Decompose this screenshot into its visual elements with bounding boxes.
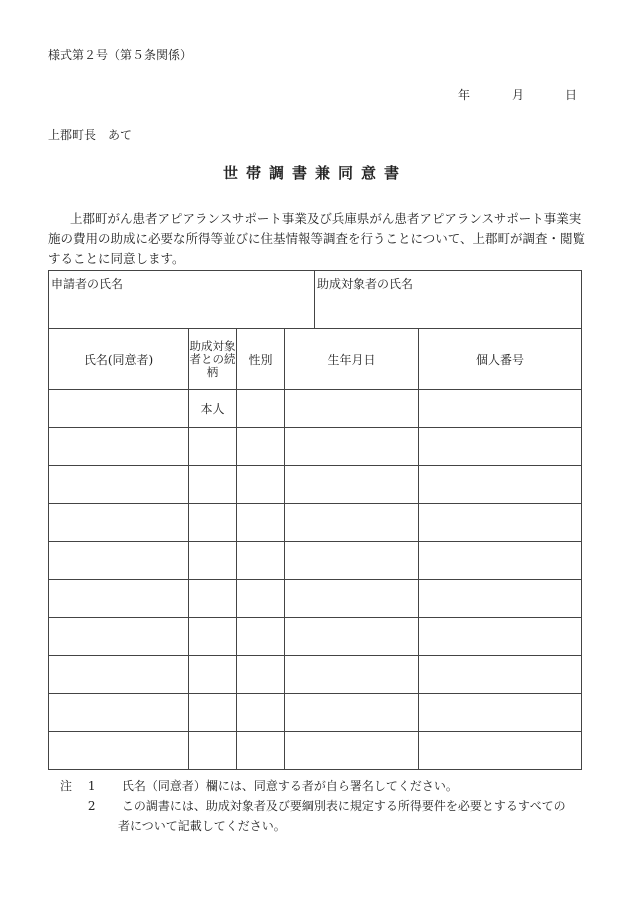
note-number: 2 — [87, 799, 96, 813]
personal-number-cell[interactable] — [419, 466, 582, 504]
name-cell[interactable] — [49, 618, 189, 656]
table-row — [49, 428, 582, 466]
name-cell[interactable] — [49, 694, 189, 732]
name-cell[interactable] — [49, 656, 189, 694]
name-cell[interactable] — [49, 580, 189, 618]
name-cell[interactable] — [49, 466, 189, 504]
birthdate-cell[interactable] — [285, 656, 419, 694]
note-number: 1 — [87, 779, 96, 793]
table-row — [49, 580, 582, 618]
form-number: 様式第２号（第５条関係） — [48, 48, 193, 62]
table-row — [49, 466, 582, 504]
birthdate-cell[interactable] — [285, 618, 419, 656]
relation-cell[interactable] — [189, 656, 237, 694]
header-relation: 助成対象者との続柄 — [189, 329, 237, 390]
note-item — [62, 796, 602, 816]
relation-cell[interactable] — [189, 618, 237, 656]
gender-cell[interactable] — [237, 466, 285, 504]
gender-cell[interactable] — [237, 656, 285, 694]
table-row — [49, 542, 582, 580]
relation-cell[interactable] — [189, 694, 237, 732]
birthdate-cell[interactable] — [285, 428, 419, 466]
gender-cell[interactable] — [237, 542, 285, 580]
gender-cell[interactable] — [237, 390, 285, 428]
personal-number-cell[interactable] — [419, 580, 582, 618]
gender-cell[interactable] — [237, 618, 285, 656]
gender-cell[interactable] — [237, 732, 285, 770]
birthdate-cell[interactable] — [285, 694, 419, 732]
birthdate-cell[interactable] — [285, 504, 419, 542]
relation-cell[interactable] — [189, 732, 237, 770]
personal-number-cell[interactable] — [419, 504, 582, 542]
relation-cell[interactable] — [189, 466, 237, 504]
name-cell[interactable] — [49, 428, 189, 466]
birthdate-cell[interactable] — [285, 542, 419, 580]
relation-cell: 本人 — [189, 390, 237, 428]
note-text: この調書には、助成対象者及び要綱別表に規定する所得要件を必要とするすべての — [121, 799, 566, 813]
gender-cell[interactable] — [237, 694, 285, 732]
subject-name-field[interactable] — [315, 271, 582, 329]
personal-number-cell[interactable] — [419, 732, 582, 770]
gender-cell[interactable] — [237, 428, 285, 466]
document-title: 世帯調書兼同意書 — [222, 164, 407, 182]
date-year-label: 年 — [458, 88, 471, 102]
notes-label: 注 — [60, 779, 73, 793]
header-birthdate: 生年月日 — [285, 329, 419, 390]
table-row — [49, 694, 582, 732]
subject-name-label: 助成対象者の氏名 — [317, 277, 414, 291]
note-continuation: 者について記載してください。 — [118, 819, 286, 833]
name-cell[interactable] — [49, 732, 189, 770]
note-item — [62, 776, 602, 796]
personal-number-cell[interactable] — [419, 656, 582, 694]
date-day-label: 日 — [565, 88, 578, 102]
personal-number-cell[interactable] — [419, 390, 582, 428]
relation-cell[interactable] — [189, 542, 237, 580]
header-gender: 性別 — [237, 329, 285, 390]
consent-statement: 上郡町がん患者アピアランスサポート事業及び兵庫県がん患者アピアランスサポート事業実施の費用の助成に必要な所得等並びに住基情報等調査を行うことについて、上郡町が調査・閲覧することに同意します。 — [48, 211, 586, 266]
personal-number-cell[interactable] — [419, 542, 582, 580]
name-cell[interactable] — [49, 504, 189, 542]
date-month-label: 月 — [512, 88, 525, 102]
birthdate-cell[interactable] — [285, 580, 419, 618]
applicant-name-field[interactable] — [49, 271, 315, 329]
birthdate-cell[interactable] — [285, 390, 419, 428]
table-row — [49, 504, 582, 542]
header-name: 氏名(同意者) — [49, 329, 189, 390]
relation-cell[interactable] — [189, 580, 237, 618]
table-row — [49, 732, 582, 770]
relation-cell[interactable] — [189, 504, 237, 542]
addressee: 上郡町長 あて — [48, 128, 133, 142]
household-table — [48, 270, 582, 770]
gender-cell[interactable] — [237, 580, 285, 618]
table-row — [49, 618, 582, 656]
relation-cell[interactable] — [189, 428, 237, 466]
personal-number-cell[interactable] — [419, 694, 582, 732]
personal-number-cell[interactable] — [419, 618, 582, 656]
table-row — [49, 656, 582, 694]
notes-section — [62, 776, 602, 836]
personal-number-cell[interactable] — [419, 428, 582, 466]
header-personal-number: 個人番号 — [419, 329, 582, 390]
table-row — [49, 390, 582, 428]
applicant-name-label: 申請者の氏名 — [51, 277, 124, 291]
note-text: 氏名（同意者）欄には、同意する者が自ら署名してください。 — [121, 779, 458, 793]
name-cell[interactable] — [49, 390, 189, 428]
birthdate-cell[interactable] — [285, 732, 419, 770]
gender-cell[interactable] — [237, 504, 285, 542]
name-cell[interactable] — [49, 542, 189, 580]
birthdate-cell[interactable] — [285, 466, 419, 504]
